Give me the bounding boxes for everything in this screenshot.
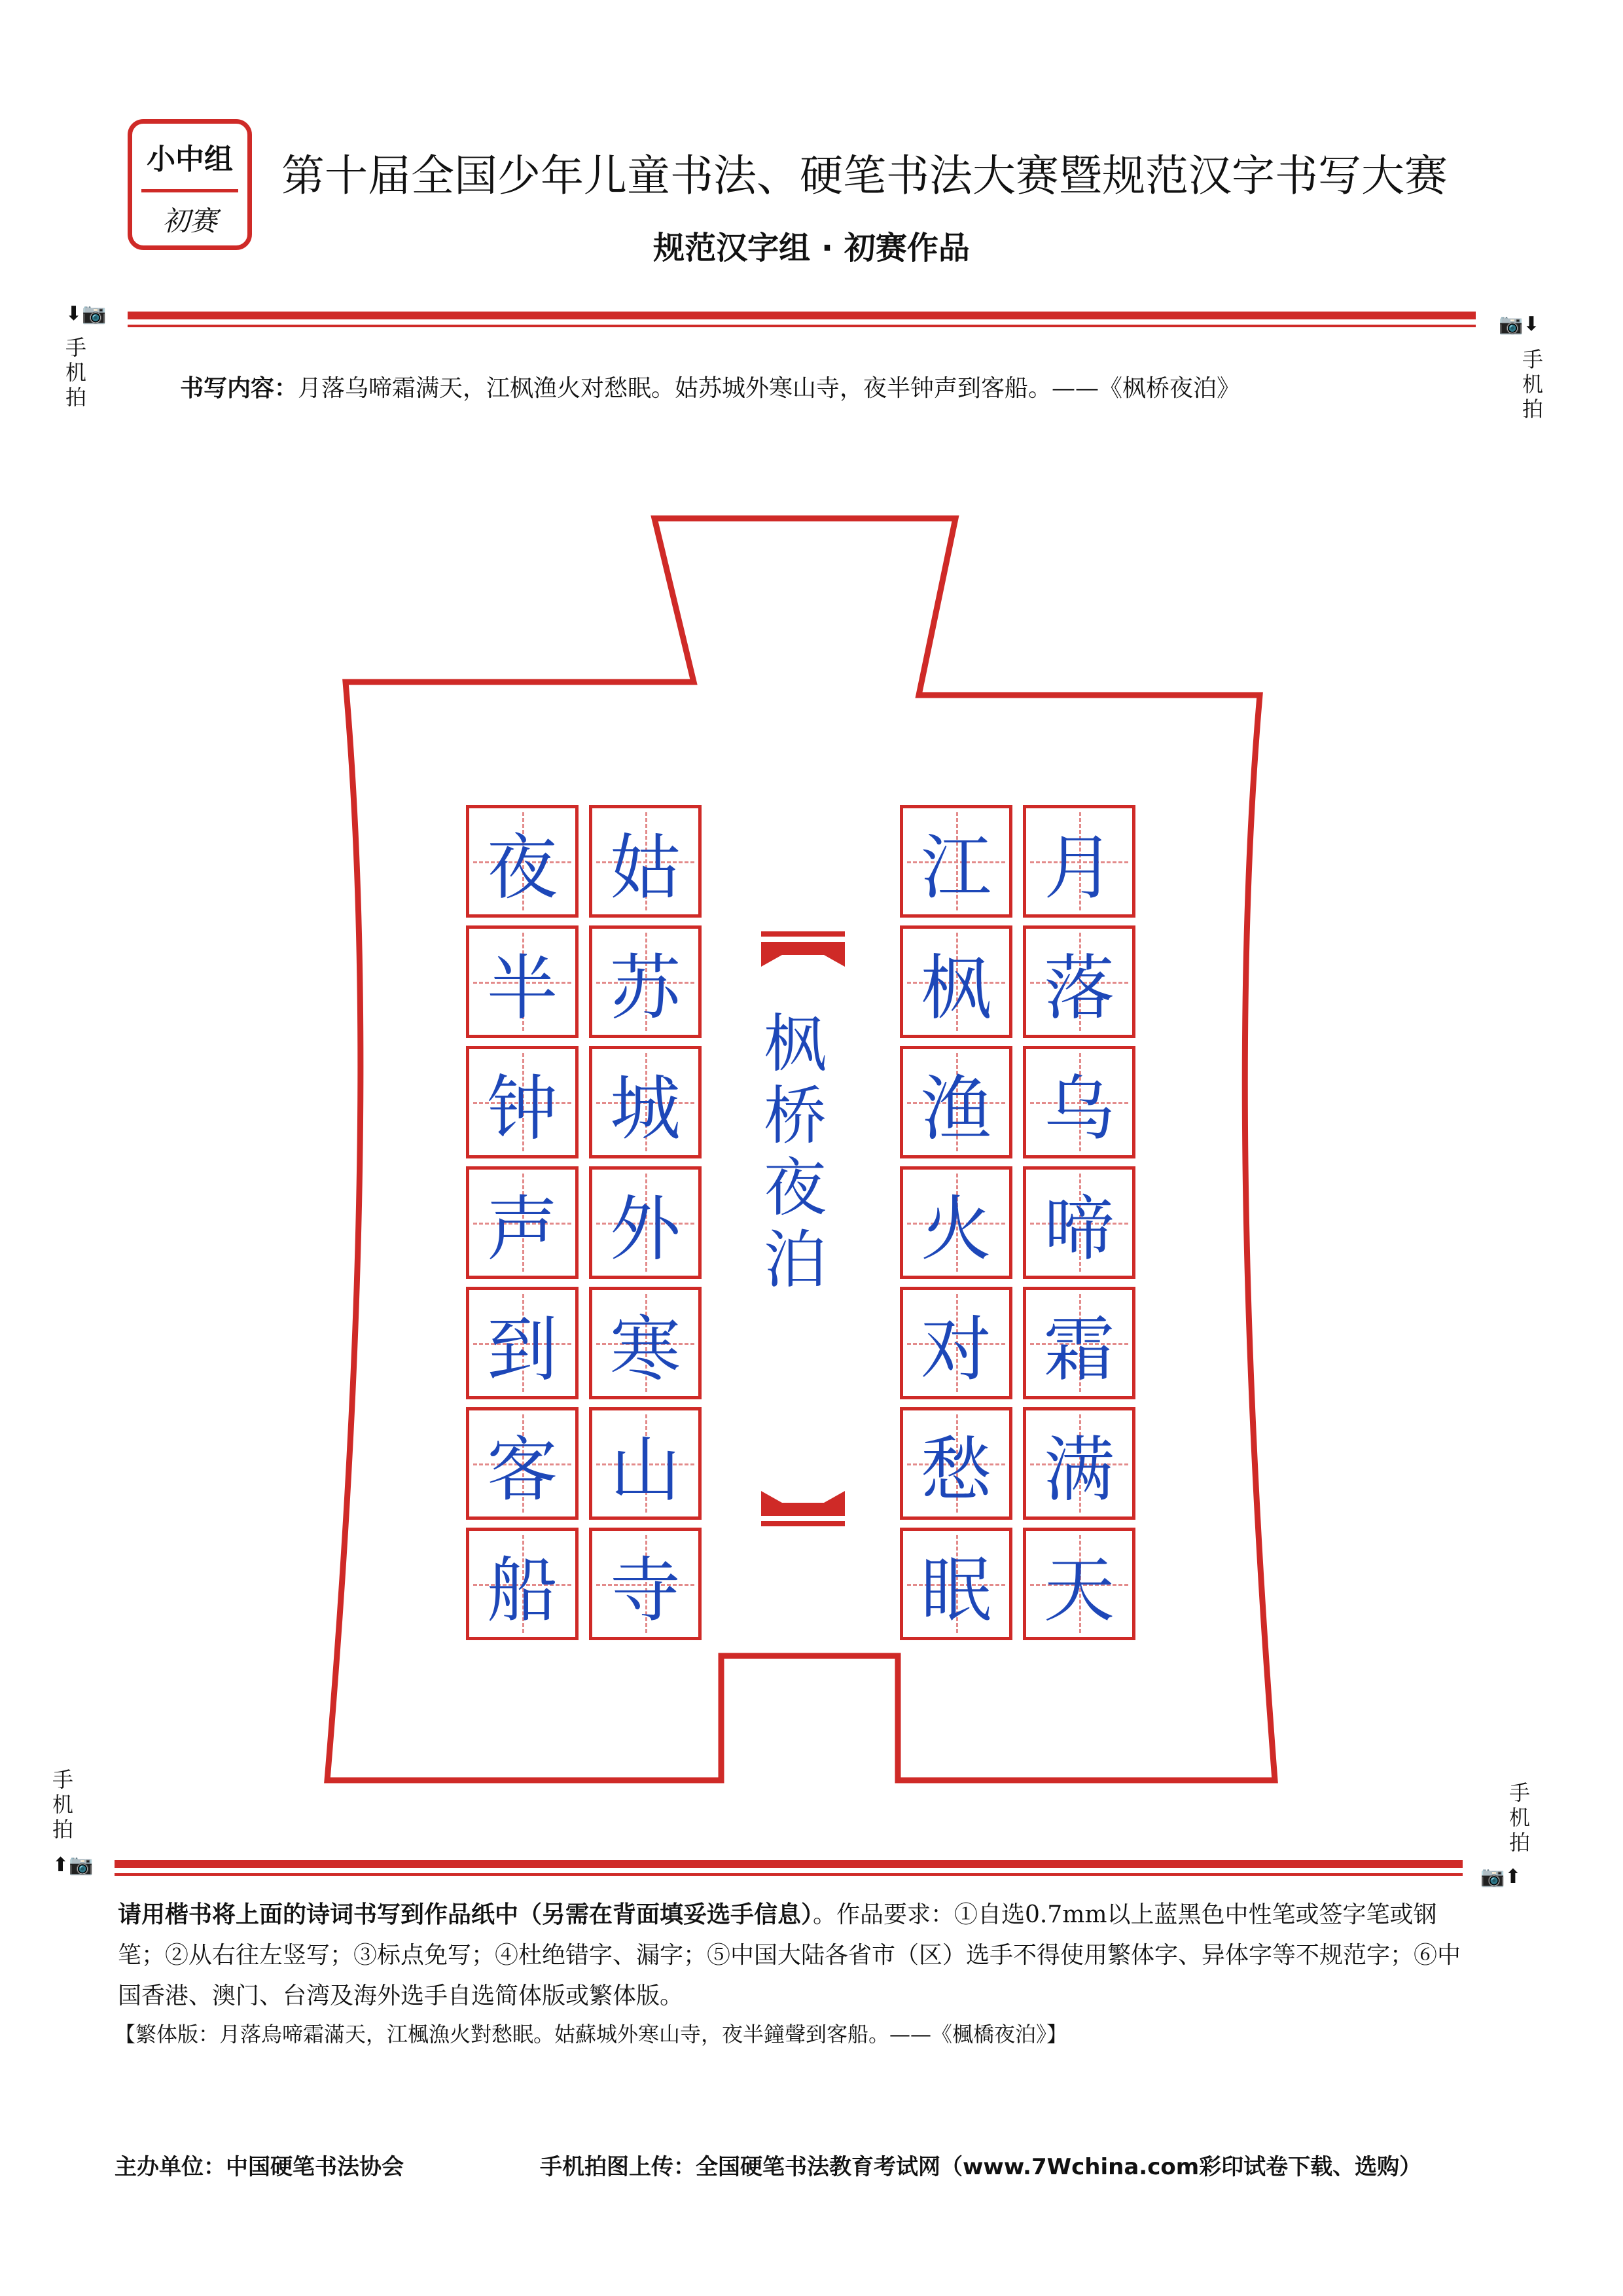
grid-character: 天 [1043,1549,1115,1632]
writing-content-label: 书写内容： [180,375,298,402]
grid-character: 乌 [1043,1067,1115,1150]
upload-info-text: 手机拍图上传：全国硬笔书法教育考试网（www.7Wchina.com彩印试卷下载、选购） [540,2154,1422,2180]
grid-character: 满 [1043,1429,1115,1511]
grid-cell [1023,925,1135,1038]
grid-character: 霜 [1043,1308,1115,1391]
organizer-text: 主办单位：中国硬笔书法协会 [115,2154,404,2180]
artwork-poem-title: 枫桥夜泊 [764,1007,827,1297]
writing-content-text: 月落乌啼霜满天，江枫渔火对愁眠。姑苏城外寒山寺，夜半钟声到客船。——《枫桥夜泊》 [298,375,1241,402]
grid-character: 钟 [486,1067,558,1150]
grid-cell [900,1407,1012,1520]
bottom-divider [115,1860,1463,1877]
grid-character: 姑 [609,827,681,909]
grid-character: 客 [486,1429,558,1511]
grid-cell [466,1528,579,1640]
grid-character: 外 [609,1188,681,1270]
requirements-body: 。作品要求：①自选0.7mm以上蓝黑色中性笔或签字笔或钢笔；②从右往左竖写；③标点免写；④杜绝错字、漏字；⑤中国大陆各省市（区）选手不得使用繁体字、异体字等不规范字；⑥中国香港、澳门、台湾及海外选手自选简体版或繁体版。 [118,1901,1461,2009]
top-ribbon-ornament [761,931,845,967]
requirements-lead: 请用楷书将上面的诗词书写到作品纸中（另需在背面填妥选手信息） [118,1901,813,1928]
grid-character: 啼 [1043,1188,1115,1270]
grid-cell [466,925,579,1038]
grid-cell [1023,1166,1135,1279]
grid-character: 火 [920,1188,991,1270]
grid-cell [466,1046,579,1158]
grid-character: 山 [609,1429,681,1511]
traditional-version-note: 【繁体版：月落烏啼霜滿天，江楓漁火對愁眠。姑蘇城外寒山寺，夜半鐘聲到客船。——《楓橋夜泊》】 [115,2022,1068,2047]
grid-character: 到 [486,1308,558,1391]
camera-down-icon-right: 📷⬇ [1499,313,1540,336]
badge-group-label: 小中组 [147,143,233,176]
phone-capture-label-right: 手机拍 [1522,347,1543,422]
grid-character: 江 [920,827,991,909]
grid-cell [589,1287,702,1399]
grid-cell [589,805,702,918]
grid-cell [466,1407,579,1520]
grid-cell [589,1166,702,1279]
grid-cell [1023,1528,1135,1640]
grid-cell [466,805,579,918]
grid-character: 船 [486,1549,558,1632]
grid-cell [589,925,702,1038]
grid-character: 寒 [609,1308,681,1391]
phone-capture-label-bottom-right: 手机拍 [1508,1780,1530,1855]
grid-cell [589,1046,702,1158]
grid-cell [900,1528,1012,1640]
grid-cell [589,1528,702,1640]
camera-up-icon-right: 📷⬆ [1480,1865,1522,1888]
grid-cell [900,805,1012,918]
phone-capture-label-bottom-left: 手机拍 [52,1767,73,1842]
grid-cell [1023,1407,1135,1520]
grid-character: 眠 [920,1549,991,1632]
grid-cell [900,1046,1012,1158]
grid-character: 渔 [920,1067,991,1150]
grid-character: 落 [1043,947,1115,1030]
badge-stage-label: 初赛 [162,204,217,237]
grid-character: 月 [1043,827,1115,909]
grid-character: 愁 [920,1429,991,1511]
camera-up-icon: ⬆📷 [52,1854,94,1876]
grid-cell [1023,805,1135,918]
grid-character: 苏 [609,947,681,1030]
grid-character: 寺 [609,1549,681,1632]
grid-character: 夜 [486,827,558,909]
grid-cell [900,1166,1012,1279]
grid-cell [1023,1287,1135,1399]
grid-cell [900,925,1012,1038]
grid-character: 城 [609,1067,681,1150]
page-subtitle: 规范汉字组 · 初赛作品 [653,230,970,266]
camera-down-icon: ⬇📷 [65,302,107,325]
phone-capture-label-left: 手机拍 [65,335,86,410]
grid-cell [466,1166,579,1279]
bottom-ribbon-ornament [761,1491,845,1526]
grid-character: 声 [486,1188,558,1270]
requirements-text [118,1895,1479,2017]
grid-cell [589,1407,702,1520]
grid-character: 半 [486,947,558,1030]
grid-character: 对 [920,1308,991,1391]
page-title: 第十届全国少年儿童书法、硬笔书法大赛暨规范汉字书写大赛 [281,151,1448,201]
grid-cell [466,1287,579,1399]
grid-cell [1023,1046,1135,1158]
grid-character: 枫 [920,947,991,1030]
grid-cell [900,1287,1012,1399]
